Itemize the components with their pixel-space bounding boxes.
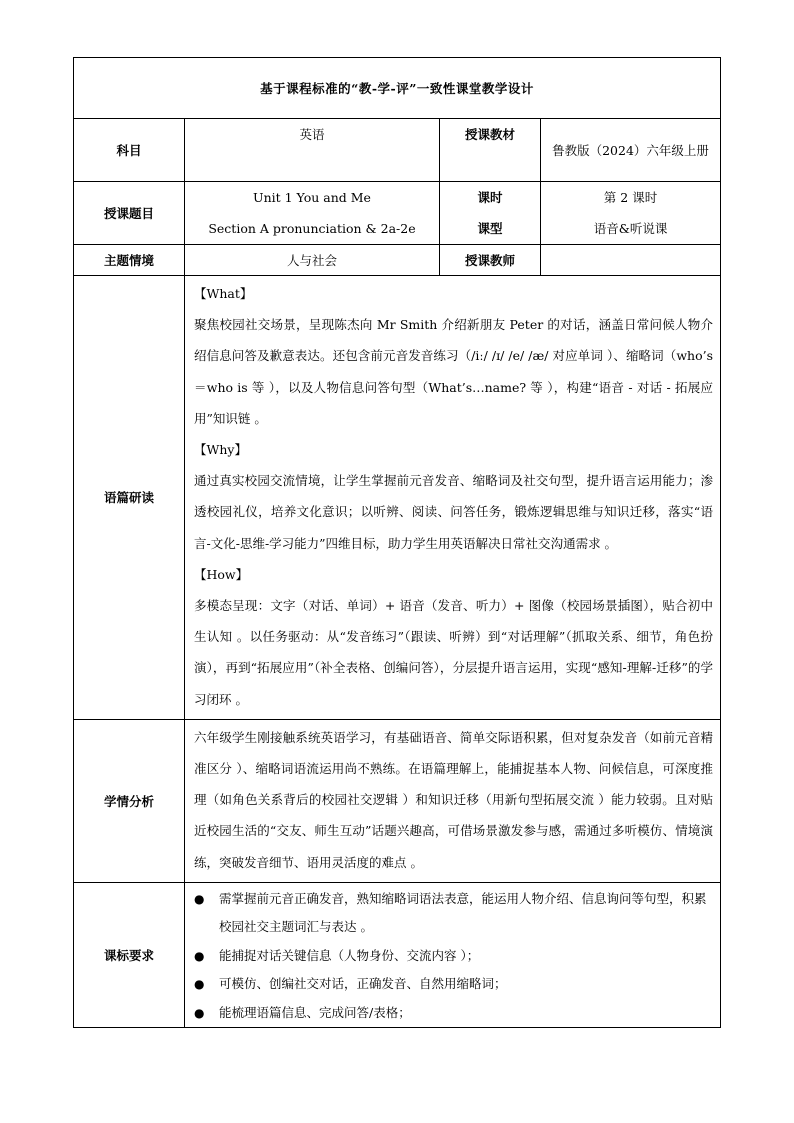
how-heading: 【How】 (194, 566, 249, 582)
what-heading: 【What】 (194, 286, 253, 301)
textbook-value: 鲁教版（2024）六年级上册 (541, 119, 721, 182)
list-item (185, 885, 714, 942)
list-item-text: 需掌握前元音正确发音，熟知缩略词语法表意，能运用人物介绍、信息询问等句型，积累校园社交主题词汇与表达 。 (219, 890, 707, 935)
list-item-text: 能梳理语篇信息、完成问答/表格； (219, 1004, 411, 1020)
analysis-label: 学情分析 (74, 719, 185, 882)
why-heading: 【Why】 (194, 442, 247, 458)
bullet-icon: ● (194, 948, 205, 963)
standards-list (185, 885, 714, 1028)
teacher-value (541, 245, 721, 276)
period-value: 第 2 课时 (603, 190, 658, 205)
why-text: 通过真实校园交流情境，让学生掌握前元音发音、缩略词及社交句型，提升语言运用能力；渗透校园礼仪，培养文化意识；以听辨、阅读、问答任务，锻炼逻辑思维与知识迁移，落实“语言-文化-思维-学习能力”四维目标，助力学生用英语解决日常社交沟通需求 。 (194, 473, 714, 551)
list-item-text: 能捕捉对话关键信息（人物身份、交流内容 ）； (219, 947, 480, 963)
topic-line-2: Section A pronunciation & 2a-2e (208, 221, 416, 236)
textbook-label: 授课教材 (440, 119, 541, 182)
reading-content (185, 276, 721, 720)
list-item (185, 970, 714, 999)
analysis-text: 六年级学生刚接触系统英语学习，有基础语音、简单交际语积累，但对复杂发音（如前元音精准区分 ）、缩略词语流运用尚不熟练。在语篇理解上，能捕捉基本人物、问候信息，可深度推理（如角色关系背后的校园社交逻辑 ）和知识迁移（用新句型拓展交流 ）能力较弱。且对贴近校园生活的“交友、师生互动”话题兴趣高，可借场景激发参与感，需通过多听模仿、情境演练，突破发音细节、语用灵活度的难点 。 (185, 719, 721, 882)
list-item-text: 可模仿、创编社交对话，正确发音、自然用缩略词； (219, 976, 507, 992)
how-text: 多模态呈现：文字（对话、单词）+ 语音（发音、听力）+ 图像（校园场景插图），贴合初中生认知 。以任务驱动：从“发音练习”（跟读、听辨）到“对话理解”（抓取关系、细节，角色扮演），再到“拓展应用”（补全表格、创编问答），分层提升语言运用，实现“感知-理解-迁移”的学习闭环 。 (194, 598, 714, 707)
bullet-icon: ● (194, 891, 205, 906)
standards-content (185, 882, 721, 1028)
topic-line-1: Unit 1 You and Me (253, 190, 371, 205)
subject-label: 科目 (74, 119, 185, 182)
reading-label: 语篇研读 (74, 276, 185, 720)
period-label: 课时 (477, 190, 503, 205)
period-type-labels (440, 182, 541, 245)
page-title: 基于课程标准的“教-学-评”一致性课堂教学设计 (74, 58, 721, 119)
subject-value: 英语 (185, 119, 440, 182)
theme-label: 主题情境 (74, 245, 185, 276)
topic-label: 授课题目 (74, 182, 185, 245)
theme-value: 人与社会 (185, 245, 440, 276)
standards-label: 课标要求 (74, 882, 185, 1028)
type-label: 课型 (477, 221, 503, 236)
lesson-plan-table (73, 57, 721, 1028)
teacher-label: 授课教师 (440, 245, 541, 276)
type-value: 语音&听说课 (593, 221, 668, 236)
list-item (185, 942, 714, 971)
what-text: 聚焦校园社交场景，呈现陈杰向 Mr Smith 介绍新朋友 Peter 的对话，涵盖日常问候人物介绍信息问答及歉意表达。还包含前元音发音练习（/iː/ /ɪ/ /e/ /æ/ 对应单词 ）、缩略词（who’s＝who is 等 ），以及人物信息问答句型（What’s…name? 等 ），构建“语音 - 对话 - 拓展应用”知识链 。 (194, 317, 714, 426)
list-item (185, 999, 714, 1028)
topic-value (185, 182, 440, 245)
period-type-values (541, 182, 721, 245)
bullet-icon: ● (194, 1005, 205, 1020)
bullet-icon: ● (194, 977, 205, 992)
